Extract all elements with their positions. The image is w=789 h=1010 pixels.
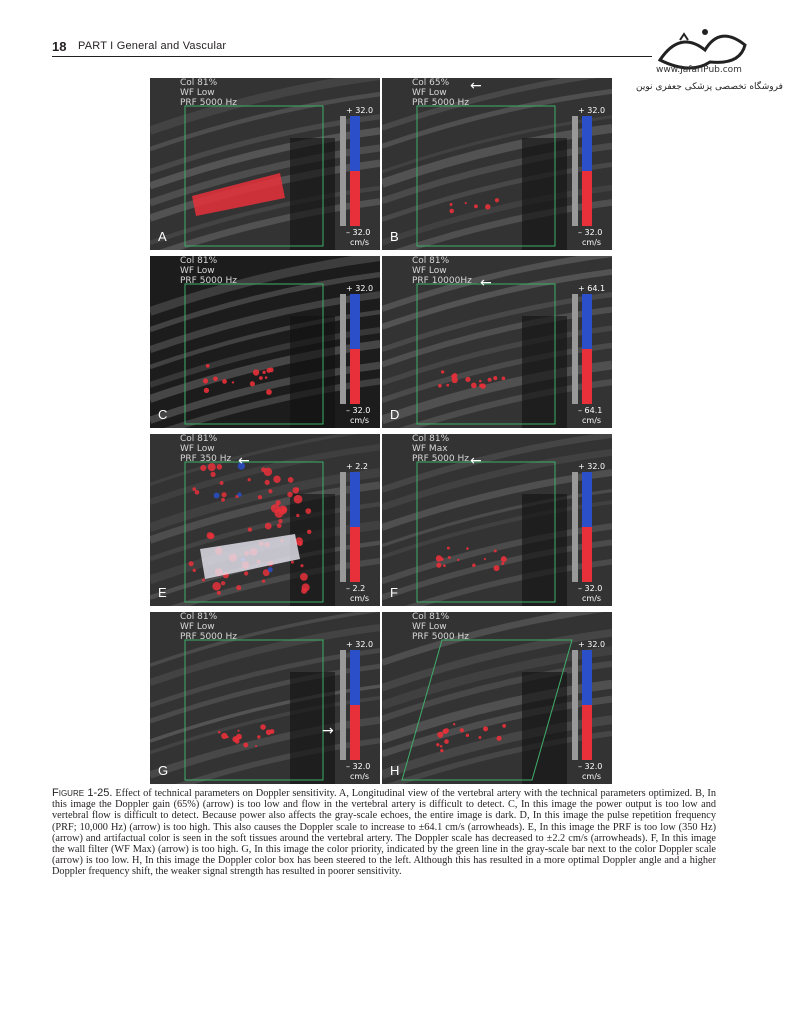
scale-unit: cm/s [582, 772, 602, 781]
settings-line: Col 81% [412, 434, 450, 444]
scale-min: – 64.1 [578, 406, 603, 415]
ultrasound-panel-d [382, 256, 612, 428]
doppler-settings [180, 78, 237, 108]
figure-label: Figure 1-25. [52, 787, 113, 799]
ultrasound-panel-h [382, 612, 612, 784]
settings-line: PRF 5000 Hz [180, 632, 237, 642]
doppler-settings [180, 612, 237, 642]
figure-caption [52, 788, 716, 878]
scale-unit: cm/s [582, 416, 602, 425]
left-arrow-icon: ← [470, 78, 482, 94]
settings-line: Col 81% [180, 256, 218, 266]
ultrasound-panel-b [382, 78, 612, 250]
panel-letter: C [158, 407, 168, 422]
settings-line: Col 81% [180, 78, 218, 88]
settings-line: WF Low [412, 622, 447, 632]
scale-max: + 32.0 [578, 462, 606, 471]
settings-line: PRF 5000 Hz [412, 632, 469, 642]
publisher-tagline: فروشگاه تخصصی پزشکی جعفری نوین [636, 82, 783, 92]
scale-max: + 32.0 [346, 640, 374, 649]
page-header [52, 36, 742, 56]
scale-max: + 2.2 [346, 462, 368, 471]
scale-min: – 2.2 [346, 584, 366, 593]
left-arrow-icon: ← [480, 275, 492, 291]
settings-line: WF Low [180, 444, 215, 454]
doppler-settings [412, 612, 469, 642]
scale-min: – 32.0 [346, 228, 371, 237]
ultrasound-panel-f [382, 434, 612, 606]
panel-letter: A [158, 229, 167, 244]
settings-line: Col 81% [412, 256, 450, 266]
panel-letter: F [390, 585, 398, 600]
doppler-settings [412, 78, 469, 108]
settings-line: WF Max [412, 444, 448, 454]
settings-line: WF Low [412, 88, 447, 98]
running-head: PART I General and Vascular [78, 40, 227, 52]
settings-line: Col 81% [180, 434, 218, 444]
left-arrow-icon: ← [238, 453, 250, 469]
scale-min: – 32.0 [346, 406, 371, 415]
left-arrow-icon: ← [470, 453, 482, 469]
settings-line: WF Low [412, 266, 447, 276]
settings-line: PRF 5000 Hz [412, 454, 469, 464]
scale-max: + 64.1 [578, 284, 606, 293]
ultrasound-panel-e [150, 434, 380, 606]
doppler-settings [412, 434, 469, 464]
ultrasound-panel-g [150, 612, 380, 784]
scale-min: – 32.0 [578, 228, 603, 237]
page-number: 18 [52, 39, 67, 54]
settings-line: PRF 5000 Hz [412, 98, 469, 108]
settings-line: WF Low [180, 266, 215, 276]
header-rule [52, 56, 652, 57]
scale-unit: cm/s [350, 238, 370, 247]
panel-letter: H [390, 763, 400, 778]
scale-unit: cm/s [582, 238, 602, 247]
panel-letter: E [158, 585, 167, 600]
settings-line: Col 65% [412, 78, 450, 88]
settings-line: PRF 5000 Hz [180, 98, 237, 108]
doppler-settings [412, 256, 472, 286]
ultrasound-panel-c [150, 256, 380, 428]
settings-line: PRF 350 Hz [180, 454, 232, 464]
scale-min: – 32.0 [578, 762, 603, 771]
publisher-url: www.JafariPub.com [656, 65, 742, 75]
panel-letter: D [390, 407, 400, 422]
caption-text: Effect of technical parameters on Doppler sensitivity. A, Longitudinal view of the vertebral artery with the technical parameters optimized. B, In this image the Doppler gain (65%) (arrow) is too low and flow in the vertebral artery is difficult to detect. C, In this image the power output is too low and vertebral flow is difficult to detect. Because power also affects the gray-scale echoes, the entire image is dark. D, In this image the pulse repetition frequency (PRF; 10,000 Hz) (arrow) is too high. This also causes the Doppler scale to increase to ±64.1 cm/s (arrowheads). E, In this image the PRF is too low (350 Hz) (arrow) and artifactual color is seen in the soft tissues around the vertebral artery. The Doppler scale has decreased to ±2.2 cm/s (arrowheads). F, In this image the wall filter (WF Max) (arrow) is too high. G, In this image the color priority, indicated by the green line in the gray-scale bar next to the color Doppler scale (arrow) is too low. H, In this image the Doppler color box has been steered to the left. Although this has resulted in a more optimal Doppler angle and a higher Doppler frequency shift, the weaker signal strength has resulted in poorer sensitivity. [52, 788, 716, 878]
settings-line: Col 81% [180, 612, 218, 622]
doppler-settings [180, 256, 237, 286]
scale-max: + 32.0 [346, 106, 374, 115]
figure-1-25 [150, 78, 612, 784]
settings-line: Col 81% [412, 612, 450, 622]
scale-unit: cm/s [350, 772, 370, 781]
scale-min: – 32.0 [346, 762, 371, 771]
scale-max: + 32.0 [578, 640, 606, 649]
scale-max: + 32.0 [346, 284, 374, 293]
doppler-settings [180, 434, 231, 464]
scale-unit: cm/s [350, 594, 370, 603]
settings-line: WF Low [180, 622, 215, 632]
right-arrow-icon: → [322, 723, 334, 739]
settings-line: PRF 10000Hz [412, 276, 472, 286]
scale-unit: cm/s [350, 416, 370, 425]
panel-letter: B [390, 229, 399, 244]
settings-line: PRF 5000 Hz [180, 276, 237, 286]
panel-letter: G [158, 763, 169, 778]
ultrasound-panel-a [150, 78, 380, 250]
scale-min: – 32.0 [578, 584, 603, 593]
settings-line: WF Low [180, 88, 215, 98]
scale-max: + 32.0 [578, 106, 606, 115]
scale-unit: cm/s [582, 594, 602, 603]
